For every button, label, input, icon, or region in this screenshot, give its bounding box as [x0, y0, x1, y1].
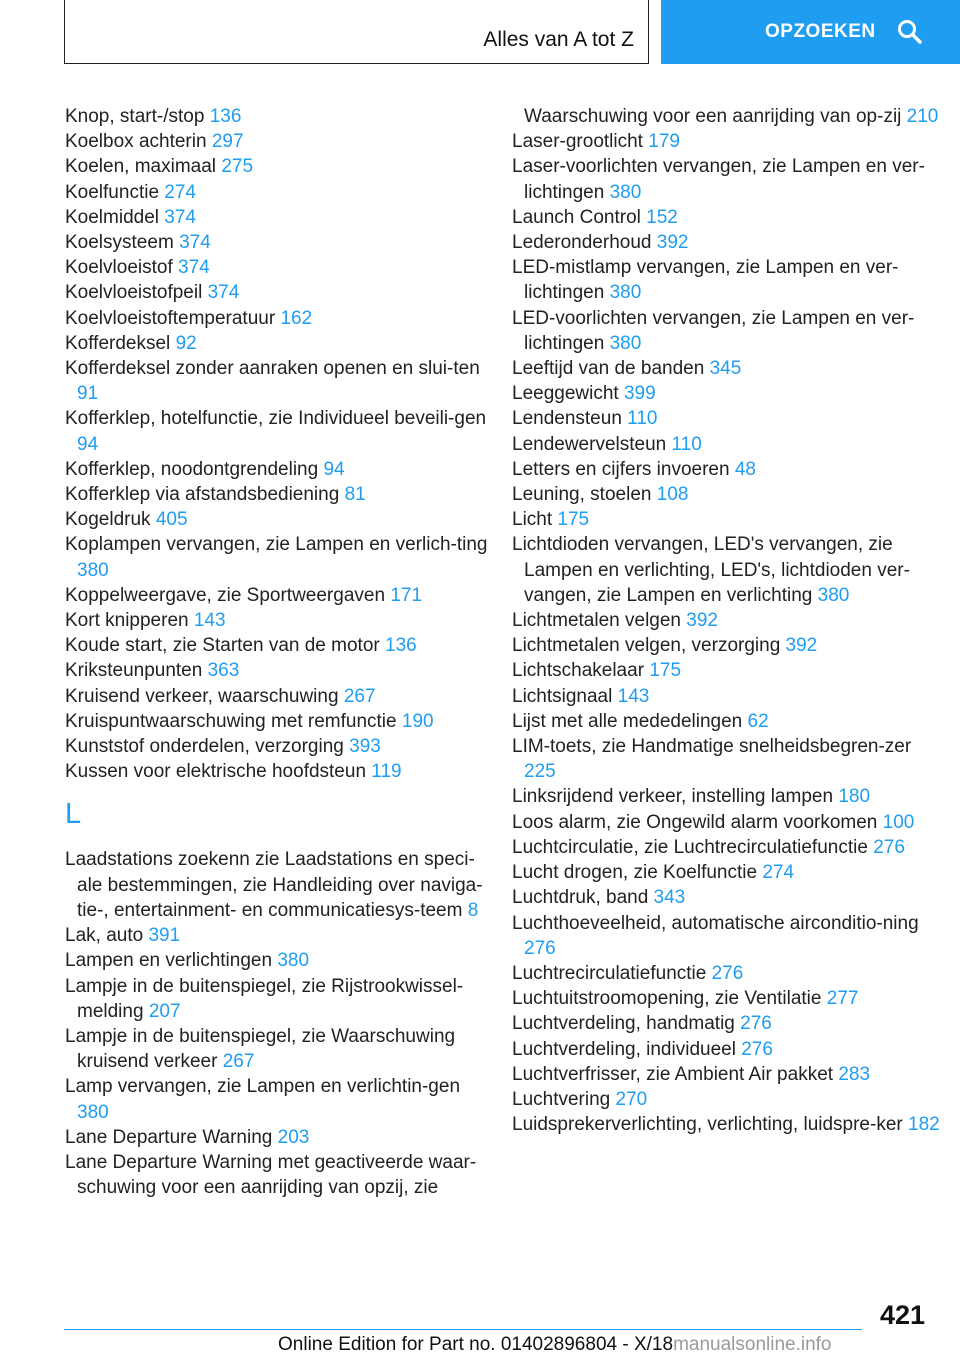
index-entry-text: LIM-toets, zie Handmatige snelheidsbegren-zer	[512, 736, 912, 758]
index-entry-text: Lane Departure Warning met geactiveerde waar-schuwing voor een aanrijding van opzij, zie	[65, 1151, 477, 1199]
index-entry	[512, 885, 942, 910]
index-entry-text: Kofferdeksel	[65, 332, 171, 354]
index-entry-page-link[interactable]: 399	[623, 383, 656, 405]
page-number: 421	[879, 1300, 925, 1330]
index-entry-page-link[interactable]: 110	[671, 433, 702, 455]
index-entry-page-link[interactable]: 171	[390, 584, 423, 606]
index-entry-text: Koelsysteem	[65, 232, 174, 254]
index-entry-text: Koelvloeistofpeil	[65, 282, 203, 304]
index-entry-page-link[interactable]: 363	[207, 660, 240, 682]
index-entry-text: Lucht drogen, zie Koelfunctie	[512, 862, 758, 884]
index-entry-page-link[interactable]: 8	[467, 899, 479, 921]
index-entry-page-link[interactable]: 274	[164, 181, 196, 203]
footer-watermark: manualsonline.info	[673, 1334, 832, 1355]
index-entry-text: Kogeldruk	[65, 509, 151, 531]
index-entry-text: Kruispuntwaarschuwing met remfunctie	[65, 710, 397, 732]
index-entry-text: Lampen en verlichtingen	[65, 950, 273, 972]
index-entry	[65, 923, 490, 948]
index-entry-text: Waarschuwing voor een aanrijding van op-zij	[524, 106, 902, 127]
index-entry-text: Kofferklep, noodontgrendeling	[65, 458, 319, 480]
index-entry	[65, 734, 490, 759]
index-entry-page-link[interactable]: 180	[838, 786, 871, 808]
index-entry-page-link[interactable]: 276	[711, 962, 744, 984]
index-entry	[65, 205, 490, 230]
index-entry-text: Lichtdioden vervangen, LED's vervangen, zie Lampen en verlichting, LED's, lichtdioden ver-vangen, zie Lampen en verlichting	[512, 534, 910, 606]
index-entry	[512, 306, 942, 356]
index-entry-page-link[interactable]: 175	[649, 660, 682, 682]
index-entry-text: Luchtcirculatie, zie Luchtrecirculatiefunctie	[512, 836, 868, 858]
search-icon	[896, 18, 924, 46]
footer-edition	[278, 1334, 832, 1356]
index-entry-page-link[interactable]: 143	[193, 610, 226, 632]
index-entry-page-link[interactable]: 374	[164, 206, 196, 228]
index-entry-text: Leuning, stoelen	[512, 484, 652, 506]
index-entry	[65, 1074, 490, 1124]
index-entry-text: Letters en cijfers invoeren	[512, 458, 730, 480]
index-entry-text: LED-mistlamp vervangen, zie Lampen en ver-lichtingen	[512, 257, 899, 304]
index-entry-page-link[interactable]: 207	[148, 1000, 181, 1022]
index-entry	[65, 230, 490, 255]
index-entry-page-link[interactable]: 162	[280, 307, 313, 329]
search-button-label: OPZOEKEN	[765, 21, 876, 42]
index-entry	[512, 532, 942, 608]
index-entry-page-link[interactable]: 81	[344, 484, 366, 506]
index-entry	[65, 709, 490, 734]
index-entry-page-link[interactable]: 179	[648, 131, 680, 153]
index-entry-continuation	[512, 104, 942, 129]
index-entry-text: Koelvloeistof	[65, 257, 173, 279]
index-entry-page-link[interactable]: 175	[557, 509, 590, 531]
index-entry-page-link[interactable]: 405	[155, 509, 188, 531]
index-entry-page-link[interactable]: 276	[873, 836, 905, 858]
index-entry-text: Laadstations zoekenn zie Laadstations en speci-ale bestemmingen, zie Handleiding over naviga-tie-, entertainment- en communicatiesys-teem	[65, 849, 483, 921]
index-group-k	[65, 104, 490, 784]
index-entry-text: Kriksteunpunten	[65, 660, 203, 682]
index-entry-text: Luchtvering	[512, 1088, 611, 1110]
index-entry	[512, 1062, 942, 1087]
index-entry	[512, 608, 942, 633]
index-entry-text: Koelvloeistoftemperatuur	[65, 307, 276, 329]
index-entry	[512, 658, 942, 683]
index-entry-text: LED-voorlichten vervangen, zie Lampen en ver-lichtingen	[512, 307, 915, 354]
index-entry	[65, 1150, 490, 1200]
index-entry-page-link[interactable]: 108	[656, 484, 689, 506]
index-entry	[512, 432, 942, 457]
index-entry-page-link[interactable]: 374	[179, 232, 211, 254]
index-entry-text: Lak, auto	[65, 925, 144, 947]
index-entry	[65, 104, 490, 129]
index-entry-text: Lichtschakelaar	[512, 660, 645, 682]
index-entry-page-link[interactable]: 270	[615, 1088, 648, 1110]
index-entry	[65, 684, 490, 709]
index-entry	[512, 784, 942, 809]
index-column-right	[512, 104, 942, 1137]
index-entry-page-link[interactable]: 283	[838, 1063, 871, 1085]
index-entry-text: Koude start, zie Starten van de motor	[65, 635, 380, 657]
index-entry-page-link[interactable]: 374	[178, 257, 210, 279]
index-entry	[512, 986, 942, 1011]
index-entry-page-link[interactable]: 380	[77, 559, 109, 581]
index-entry-text: Luchtverfrisser, zie Ambient Air pakket	[512, 1063, 834, 1085]
index-entry-page-link[interactable]: 275	[221, 156, 254, 178]
index-entry-text: Kort knipperen	[65, 610, 189, 632]
index-entry	[512, 709, 942, 734]
index-column-left	[65, 104, 490, 1200]
index-entry-page-link[interactable]: 94	[77, 433, 99, 455]
index-entry-page-link[interactable]: 274	[762, 862, 795, 884]
index-entry-page-link[interactable]: 380	[609, 181, 642, 203]
index-entry-text: Luidsprekerverlichting, verlichting, luidspre-ker	[512, 1114, 903, 1136]
index-entry-text: Kofferklep via afstandsbediening	[65, 484, 340, 506]
index-entry	[512, 381, 942, 406]
index-entry	[65, 406, 490, 456]
index-entry-page-link[interactable]: 136	[209, 106, 242, 127]
index-entry-page-link[interactable]: 225	[524, 761, 556, 783]
index-entry	[512, 1037, 942, 1062]
index-entry	[65, 948, 490, 973]
index-entry	[65, 532, 490, 582]
index-entry-text: Luchthoeveelheid, automatische airconditio-ning	[512, 912, 919, 934]
index-entry-page-link[interactable]: 392	[656, 232, 689, 254]
search-button[interactable]	[661, 0, 960, 64]
index-entry-page-link[interactable]: 100	[882, 811, 915, 833]
index-entry	[512, 356, 942, 381]
index-entry	[65, 608, 490, 633]
index-entry-page-link[interactable]: 391	[148, 925, 181, 947]
index-entry	[65, 974, 490, 1024]
index-entry	[65, 658, 490, 683]
section-title: Alles van A tot Z	[483, 28, 634, 51]
index-entry-text: Lederonderhoud	[512, 232, 652, 254]
index-entry-text: Licht	[512, 509, 553, 531]
index-entry-page-link[interactable]: 91	[77, 383, 99, 405]
index-entry	[65, 356, 490, 406]
index-entry-text: Kofferdeksel zonder aanraken openen en slui-ten	[65, 358, 480, 380]
index-entry	[512, 911, 942, 961]
index-entry	[512, 230, 942, 255]
index-entry-page-link[interactable]: 392	[785, 635, 818, 657]
index-entry-page-link[interactable]: 210	[906, 106, 939, 127]
index-entry-page-link[interactable]: 190	[401, 710, 434, 732]
index-group-l-continued	[512, 129, 942, 1137]
index-entry-text: Luchtdruk, band	[512, 887, 649, 909]
index-entry-text: Lendensteun	[512, 408, 622, 430]
index-entry-text: Luchtverdeling, handmatig	[512, 1013, 735, 1035]
index-entry-text: Lichtmetalen velgen, verzorging	[512, 635, 781, 657]
index-entry-text: Kruisend verkeer, waarschuwing	[65, 685, 339, 707]
index-entry-page-link[interactable]: 392	[686, 610, 718, 632]
index-entry-text: Launch Control	[512, 206, 641, 228]
index-entry-page-link[interactable]: 94	[323, 458, 345, 480]
index-entry-text: Lane Departure Warning	[65, 1126, 273, 1148]
index-entry-text: Loos alarm, zie Ongewild alarm voorkomen	[512, 811, 878, 833]
index-entry-page-link[interactable]: 276	[741, 1038, 773, 1060]
index-entry	[512, 633, 942, 658]
index-entry-text: Laser-grootlicht	[512, 131, 643, 153]
index-entry-text: Linksrijdend verkeer, instelling lampen	[512, 786, 834, 808]
index-entry-page-link[interactable]: 119	[371, 761, 402, 783]
index-entry-page-link[interactable]: 380	[277, 950, 310, 972]
index-entry	[512, 810, 942, 835]
index-entry	[65, 306, 490, 331]
index-entry-text: Kussen voor elektrische hoofdsteun	[65, 761, 367, 783]
index-entry	[512, 154, 942, 204]
index-entry-text: Luchtrecirculatiefunctie	[512, 962, 707, 984]
index-entry-page-link[interactable]: 267	[343, 685, 376, 707]
index-entry-page-link[interactable]: 136	[385, 635, 417, 657]
index-entry-page-link[interactable]: 380	[609, 282, 642, 304]
index-entry-text: Koelmiddel	[65, 206, 159, 228]
index-entry	[65, 129, 490, 154]
index-entry-text: Lijst met alle mededelingen	[512, 710, 743, 732]
index-entry	[65, 1024, 490, 1074]
footer-divider	[64, 1329, 862, 1330]
index-entry	[65, 482, 490, 507]
index-entry-page-link[interactable]: 297	[211, 131, 244, 153]
index-entry	[512, 860, 942, 885]
index-entry-page-link[interactable]: 277	[826, 988, 859, 1010]
index-entry	[65, 457, 490, 482]
index-entry-text: Leeggewicht	[512, 383, 619, 405]
index-entry	[65, 759, 490, 784]
index-entry-page-link[interactable]: 152	[646, 206, 678, 228]
footer-edition-text: Online Edition for Part no. 01402896804 - X/18	[278, 1334, 674, 1355]
index-entry-text: Kofferklep, hotelfunctie, zie Individueel beveili-gen	[65, 408, 487, 430]
index-entry-text: Kunststof onderdelen, verzorging	[65, 736, 344, 758]
index-entry	[512, 507, 942, 532]
index-section-letter: L	[65, 798, 82, 831]
index-entry-page-link[interactable]: 92	[175, 332, 197, 354]
index-entry-page-link[interactable]: 380	[77, 1101, 109, 1123]
index-entry	[65, 331, 490, 356]
index-entry	[512, 1087, 942, 1112]
index-entry	[512, 129, 942, 154]
index-entry	[512, 835, 942, 860]
index-entry-text: Leeftijd van de banden	[512, 358, 705, 380]
index-entry-page-link[interactable]: 345	[709, 358, 742, 380]
index-entry-text: Lichtmetalen velgen	[512, 610, 681, 632]
index-entry-page-link[interactable]: 143	[617, 685, 650, 707]
index-entry-page-link[interactable]: 374	[207, 282, 240, 304]
index-entry-page-link[interactable]: 267	[222, 1051, 255, 1073]
index-entry-page-link[interactable]: 343	[653, 887, 686, 909]
index-entry-page-link[interactable]: 182	[908, 1114, 940, 1136]
index-entry-text: Koppelweergave, zie Sportweergaven	[65, 584, 386, 606]
header-section-box	[64, 0, 649, 64]
index-entry-text: Knop, start-/stop	[65, 106, 205, 127]
index-entry	[65, 255, 490, 280]
index-entry-text: Luchtuitstroomopening, zie Ventilatie	[512, 988, 822, 1010]
index-entry-text: Koelen, maximaal	[65, 156, 217, 178]
index-entry-text: Laser-voorlichten vervangen, zie Lampen en ver-lichtingen	[512, 156, 925, 203]
index-entry	[65, 154, 490, 179]
index-entry-page-link[interactable]: 110	[627, 408, 658, 430]
index-entry-page-link[interactable]: 380	[609, 332, 642, 354]
index-entry	[65, 633, 490, 658]
index-entry-page-link[interactable]: 380	[817, 584, 850, 606]
index-entry	[512, 1011, 942, 1036]
index-entry	[65, 1125, 490, 1150]
index-entry-text: Lamp vervangen, zie Lampen en verlichtin-gen	[65, 1076, 461, 1098]
index-entry-text: Koelfunctie	[65, 181, 160, 203]
index-entry	[512, 684, 942, 709]
index-entry	[512, 406, 942, 431]
index-entry	[512, 457, 942, 482]
index-entry	[65, 847, 490, 923]
index-entry	[65, 583, 490, 608]
index-entry-text: Koplampen vervangen, zie Lampen en verlich-ting	[65, 534, 488, 556]
index-entry-text: Luchtverdeling, individueel	[512, 1038, 736, 1060]
index-entry-text: Koelbox achterin	[65, 131, 207, 153]
index-entry-text: Lichtsignaal	[512, 685, 613, 707]
index-entry-page-link[interactable]: 203	[277, 1126, 310, 1148]
index-entry	[512, 255, 942, 305]
index-entry-page-link[interactable]: 48	[734, 458, 756, 480]
index-entry	[512, 961, 942, 986]
index-entry-page-link[interactable]: 62	[747, 710, 769, 732]
index-entry	[512, 1112, 942, 1137]
index-group-l	[65, 847, 490, 1200]
index-entry	[65, 280, 490, 305]
index-entry	[65, 180, 490, 205]
index-entry-page-link[interactable]: 276	[740, 1013, 772, 1035]
index-entry	[512, 205, 942, 230]
index-entry-page-link[interactable]: 393	[349, 736, 381, 758]
index-entry-page-link[interactable]: 276	[524, 937, 556, 959]
index-entry-text: Lampje in de buitenspiegel, zie Waarschuwing kruisend verkeer	[65, 1025, 456, 1073]
index-entry	[512, 734, 942, 784]
index-entry-text: Lendewervelsteun	[512, 433, 667, 455]
index-entry	[512, 482, 942, 507]
index-entry	[65, 507, 490, 532]
index-entry-text: Lampje in de buitenspiegel, zie Rijstrookwissel-melding	[65, 975, 464, 1022]
